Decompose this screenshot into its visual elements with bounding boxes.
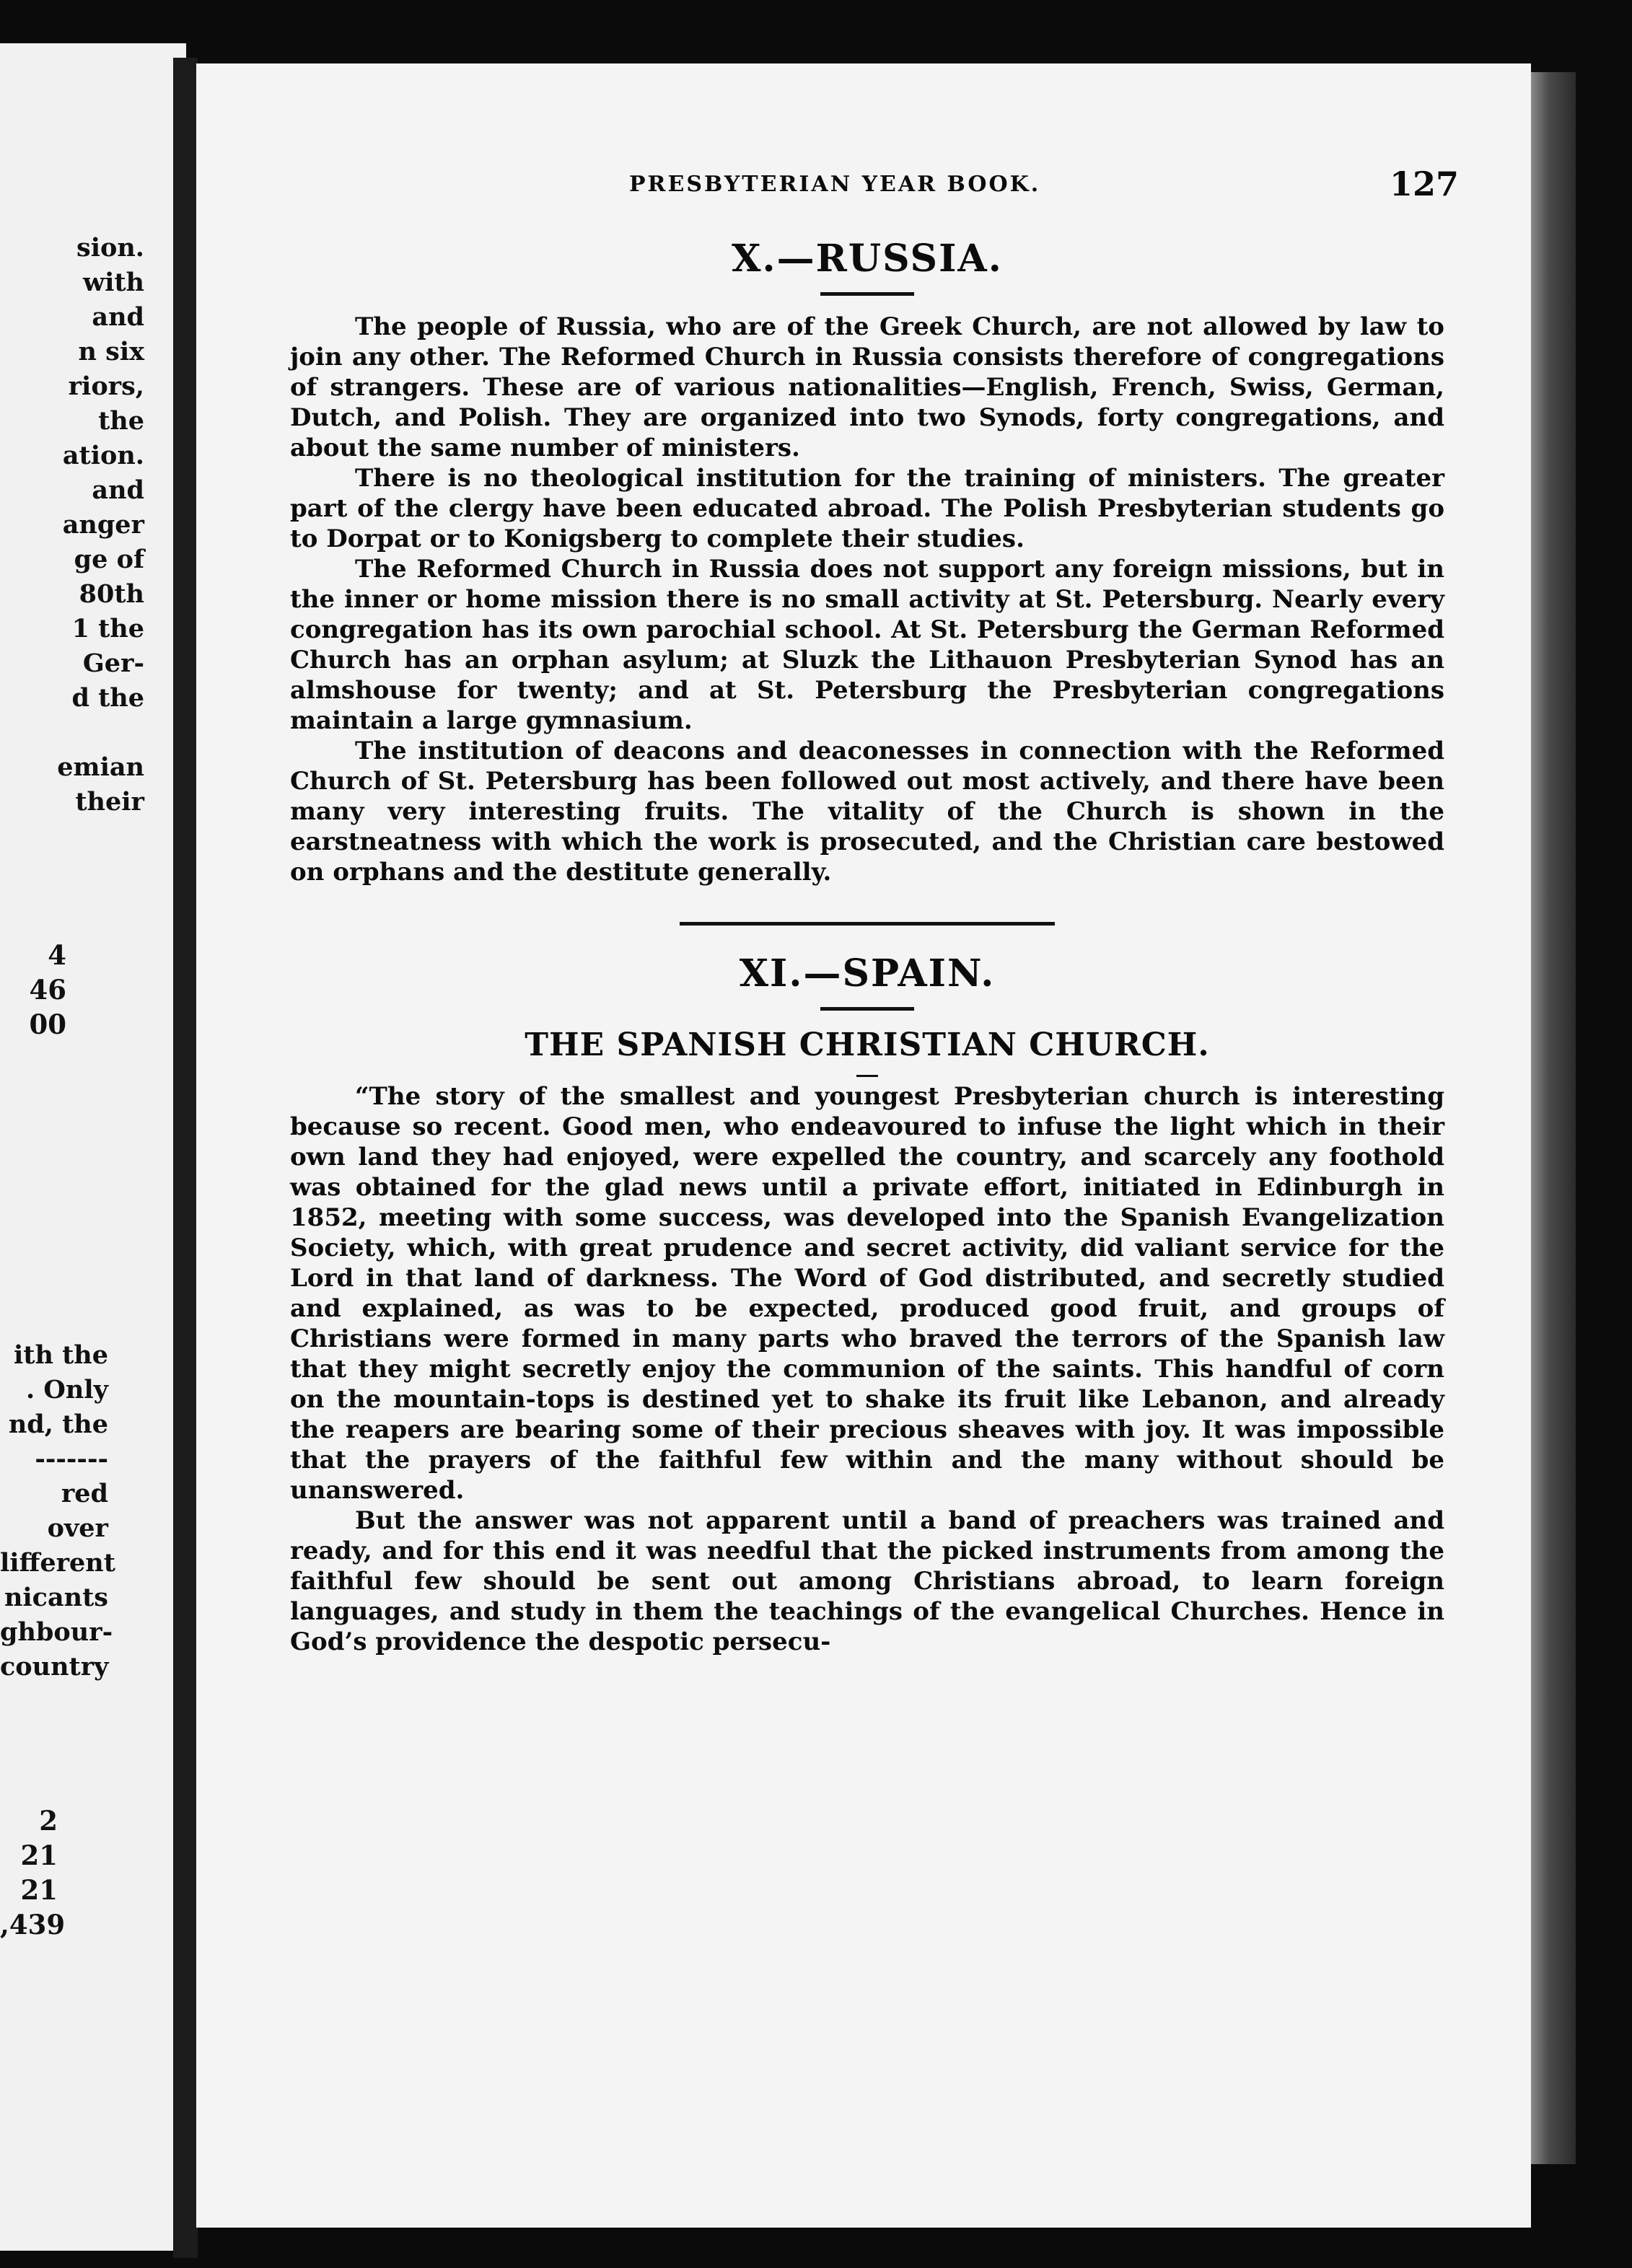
paragraph: But the answer was not apparent until a band of preachers was trained and ready, and for this end it was needful that the picked instruments from among the faithful few should be sent out among Christians abroad, to learn foreign languages, and study in them the teachings of the evangelical Churches. Hence in God’s providence the despotic persecu- xyxy=(290,1506,1444,1656)
running-title: PRESBYTERIAN YEAR BOOK. xyxy=(629,172,1041,197)
fragment-line xyxy=(0,716,144,750)
paragraph: The Reformed Church in Russia does not support any foreign missions, but in the inner or home mission there is no small activity at St. Petersburg. Nearly every congregation has its own parochial school. At St. Petersburg the German Reformed Church has an orphan asylum; at Sluzk the Lithauon Presbyterian Synod has an almshouse for twenty; and at St. Petersburg the Presbyterian congregations maintain a large gymnasium. xyxy=(290,555,1444,735)
fragment-line: their xyxy=(75,787,144,817)
paragraph: The people of Russia, who are of the Greek Church, are not allowed by law to join any other. The Reformed Church in Russia consists therefore of congregations of strangers. These are of various nationalities—English, French, Swiss, German, Dutch, and Polish. They are organized into two Synods, forty congregations, and about the same number of ministers. xyxy=(290,312,1444,462)
page-edge-shadow xyxy=(1531,72,1576,2164)
fragment-line: 1 the xyxy=(71,614,144,643)
fragment-line: Ger- xyxy=(82,649,144,678)
paragraph: There is no theological institution for the training of ministers. The greater part of the clergy have been educated abroad. The Polish Presbyterian students go to Dorpat or to Konigsberg to complete their studies. xyxy=(290,464,1444,553)
fragment-number: 4 xyxy=(48,939,66,971)
fragment-line: lifferent xyxy=(0,1548,115,1578)
fragment-line: n six xyxy=(78,337,144,366)
heading-rule xyxy=(820,292,914,296)
fragment-line: riors, xyxy=(68,372,144,401)
fragment-line: sion. xyxy=(76,233,144,263)
section-heading-spain: XI.—SPAIN. xyxy=(739,951,996,995)
fragment-line: nd, the xyxy=(8,1410,108,1439)
fragment-line: ation. xyxy=(62,441,144,470)
previous-page-fragment xyxy=(0,43,186,2251)
fragment-line: d the xyxy=(71,683,144,713)
paragraph: “The story of the smallest and youngest Presbyterian church is interesting because so recent. Good men, who endeavoured to infuse the light which in their own land they had enjoyed, were expelled the country, and scarcely any foothold was obtained for the glad news until a private effort, initiated in Edinburgh in 1852, meeting with some success, was developed into the Spanish Evangelization Society, which, with great prudence and secret activity, did valiant service for the Lord in that land of darkness. The Word of God distributed, and secretly studied and explained, as was to be expected, produced good fruit, and groups of Christians were formed in many parts who braved the terrors of the Spanish law that they might secretly enjoy the communion of the saints. This handful of corn on the mountain-tops is destined yet to shake its fruit like Lebanon, and already the reapers are bearing some of their precious sheaves with joy. It was impossible that the prayers of the faithful few within and the many without should be unanswered. xyxy=(290,1082,1444,1505)
fragment-line: emian xyxy=(57,752,144,782)
fragment-number: 21 xyxy=(20,1874,58,1906)
fragment-line: ------- xyxy=(35,1444,108,1474)
fragment-number: 46 xyxy=(29,974,66,1006)
previous-page-numbers-lower xyxy=(0,1803,66,1942)
section-divider xyxy=(680,922,1055,926)
subheading: THE SPANISH CHRISTIAN CHURCH. xyxy=(525,1027,1210,1063)
fragment-line: with xyxy=(82,268,144,297)
fragment-number: ,439 xyxy=(0,1909,66,1940)
fragment-line: nicants xyxy=(4,1583,108,1612)
page xyxy=(196,63,1531,2228)
subheading-rule xyxy=(856,1075,878,1077)
heading-rule xyxy=(820,1007,914,1011)
page-number: 127 xyxy=(1389,164,1459,203)
fragment-line: and xyxy=(92,302,144,332)
fragment-line: ith the xyxy=(14,1340,108,1370)
fragment-number: 00 xyxy=(29,1008,66,1040)
previous-page-text-upper xyxy=(0,231,144,819)
fragment-line: 80th xyxy=(79,579,144,609)
running-header xyxy=(290,164,1459,208)
fragment-line: ge of xyxy=(74,545,144,574)
previous-page-text-lower xyxy=(0,1338,115,1684)
paragraph: The institution of deacons and deaconesses in connection with the Reformed Church of St. Petersburg has been followed out most actively, and there have been many very interesting fruits. The vitality of the Church is shown in the earstneatness with which the work is prosecuted, and the Christian care bestowed on orphans and the destitute generally. xyxy=(290,737,1444,887)
fragment-number: 2 xyxy=(39,1805,58,1837)
fragment-line: red over xyxy=(47,1479,108,1543)
fragment-line: . Only xyxy=(26,1375,108,1405)
fragment-line: country xyxy=(0,1652,109,1682)
fragment-line: anger xyxy=(62,510,144,540)
book-gutter xyxy=(173,58,198,2258)
fragment-number: 21 xyxy=(20,1840,58,1871)
page-content xyxy=(290,164,1459,1657)
section-heading-russia: X.—RUSSIA. xyxy=(732,237,1003,281)
fragment-line: and xyxy=(92,475,144,505)
previous-page-numbers-upper xyxy=(0,938,66,1042)
fragment-line: ghbour- xyxy=(0,1617,113,1647)
fragment-line: the xyxy=(98,406,144,436)
